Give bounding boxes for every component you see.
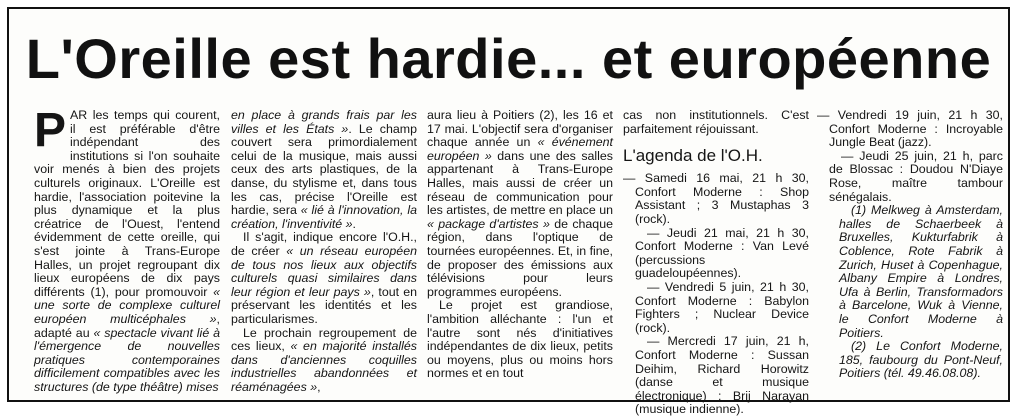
column-4: [623, 109, 809, 417]
agenda-title: L'agenda de l'O.H.: [623, 146, 763, 166]
agenda-entry: — Samedi 16 mai, 21 h 30, Confort Moderne : Shop Assistant ; 3 Mustaphas 3 (rock).: [623, 171, 809, 226]
paragraph-objective: aura lieu à Poitiers (2), les 16 et 17 mai. L'objectif sera d'organiser chaque année un « événement européen » dans une des salles appartenant à Trans-Europe Halles, mais aussi de créer un réseau de communication pour les artistes, de mettre en place un « package d'artistes » de chaque région, dans l'optique de tournées européennes. Et, in fine, de proposer des émissions aux télévisions pour leurs programmes européens.: [427, 108, 613, 299]
agenda-entry: — Vendredi 19 juin, 21 h 30, Confort Moderne : Incroyable Jungle Beat (jazz).: [817, 108, 1003, 150]
agenda-entry: — Vendredi 5 juin, 21 h 30, Confort Moderne : Babylon Fighters ; Nuclear Device (rock).: [635, 279, 809, 335]
footnote-1: (1) Melkweg à Amsterdam, halles de Schaerbeek à Bruxelles, Kukturfabrik à Coblence, Rote Fabrik à Zurich, Huset à Copenhague, Albany Empire à Londres, Ufa à Berlin, Transformadors à Barcelone, Wuk à Vienne, le Confort Moderne à Poitiers.: [839, 203, 1003, 340]
agenda-entry: — Jeudi 21 mai, 21 h 30, Confort Moderne : Van Levé (percussions guadeloupéennes).: [635, 225, 809, 281]
paragraph-network: Il s'agit, indique encore l'O.H., de créer « un réseau européen de tous nos lieux aux objectifs culturels quasi similaires dans leur région et leur pays », tout en préservant les identités et les particularismes.: [231, 230, 417, 326]
headline: L'Oreille est hardie... et européenne: [25, 27, 992, 90]
agenda-entry: — Jeudi 25 juin, 21 h, parc de Blossac : Doudou N'Diaye Rose, maître tambour sénégalais.: [829, 148, 1003, 204]
article-frame: [7, 7, 1010, 417]
agenda-entry: — Mercredi 17 juin, 21 h, Confort Moderne : Sussan Deihim, Richard Horowitz (danse et musique électronique) ; Brij Narayan (musique indienne).: [635, 334, 809, 417]
paragraph-intro: PAR les temps qui courent, il est préférable d'être indépendant des institutions si l'on souhaite voir menés à bien des projets culturels originaux. L'Oreille est hardie, l'association poitevine la plus dynamique et la plus créatrice de l'Ouest, l'entend évidemment de cette oreille, qui s'est jointe à Trans-Europe Halles, un projet regroupant dix lieux européens de dix pays différents (1), pour promouvoir « une sorte de complexe culturel européen multicéphales », adapté au « spectacle vivant lié à l'émergence de nouvelles pratiques contemporaines difficilement compatibles avec les structures (de type théâtre) mises: [34, 104, 220, 394]
paragraph-gathering: Le prochain regroupement de ces lieux, « en majorité installés dans d'anciennes coquilles industrielles abandonnées et réaménagées »,: [231, 325, 417, 394]
column-3: [427, 109, 613, 381]
paragraph-conclusion: cas non institutionnels. C'est parfaitement réjouissant.: [623, 108, 809, 136]
column-1: [34, 104, 220, 394]
footnote-2: (2) Le Confort Moderne, 185, faubourg du Pont-Neuf, Poitiers (tél. 49.46.08.08).: [839, 339, 1003, 381]
column-2: [231, 109, 417, 394]
drop-cap: P: [34, 104, 67, 157]
column-5: [817, 109, 1003, 381]
paragraph-ambition: Le projet est grandiose, l'ambition alléchante : l'un et l'autre sont nés d'initiatives indépendantes de dix lieux, petits ou moyens, plus ou moins hors normes et en tout: [427, 298, 613, 381]
paragraph-scope: en place à grands frais par les villes et les États ». Le champ couvert sera primordialement celui de la musique, mais aussi ceux des arts plastiques, de la danse, du stylisme et, dans tous les cas, précise l'Oreille est hardie, sera « lié à l'innovation, la création, l'inventivité ».: [231, 108, 417, 231]
